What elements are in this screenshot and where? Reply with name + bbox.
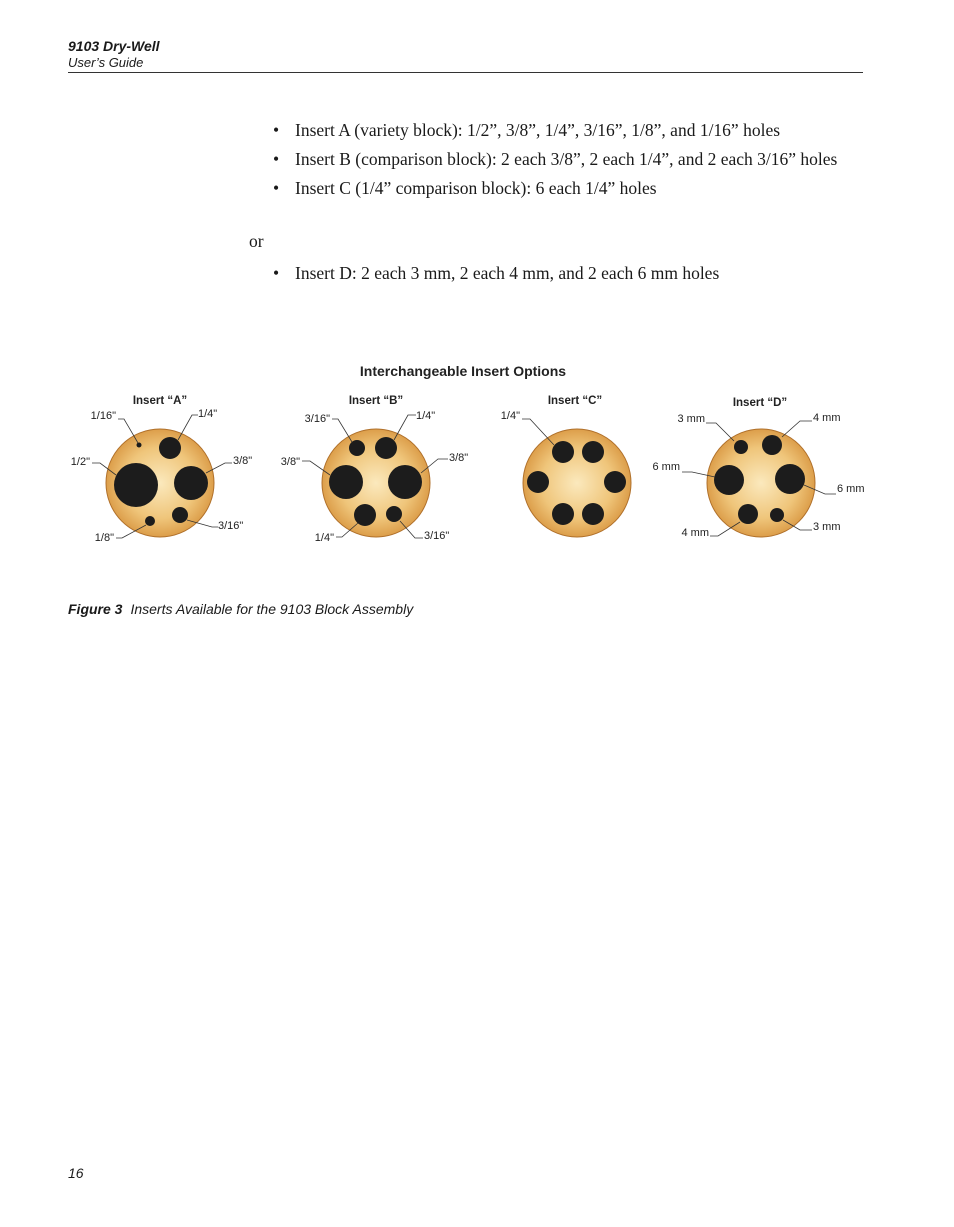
label-1-8: 1/8" bbox=[94, 532, 114, 544]
document-title: 9103 Dry-Well bbox=[68, 38, 160, 54]
label-3-16: 3/16" bbox=[218, 520, 244, 532]
hole bbox=[527, 471, 549, 493]
insert-a bbox=[71, 395, 252, 544]
label-3-16: 3/16" bbox=[304, 413, 330, 425]
hole bbox=[582, 441, 604, 463]
label-4-mm: 4 mm bbox=[813, 412, 841, 424]
hole bbox=[375, 437, 397, 459]
hole bbox=[354, 504, 376, 526]
hole bbox=[349, 440, 365, 456]
list-item: • Insert D: 2 each 3 mm, 2 each 4 mm, and 2 each 6 mm holes bbox=[273, 262, 853, 284]
figure-caption-text: Inserts Available for the 9103 Block Assembly bbox=[130, 601, 414, 617]
hole bbox=[552, 441, 574, 463]
label-1-4: 1/4" bbox=[314, 532, 334, 544]
insert-list-abc bbox=[273, 119, 853, 206]
hole bbox=[114, 463, 158, 507]
label-6-mm: 6 mm bbox=[837, 483, 865, 495]
figure-title: Interchangeable Insert Options bbox=[359, 363, 567, 379]
hole bbox=[386, 506, 402, 522]
label-3-8: 3/8" bbox=[233, 455, 253, 467]
hole bbox=[137, 443, 142, 448]
hole bbox=[775, 464, 805, 494]
insert-b bbox=[281, 395, 468, 544]
document-subtitle: User’s Guide bbox=[68, 55, 144, 70]
label-3-mm: 3 mm bbox=[813, 521, 841, 533]
label-1-4: 1/4" bbox=[500, 410, 520, 422]
hole bbox=[770, 508, 784, 522]
list-item: • Insert C (1/4” comparison block): 6 each 1/4” holes bbox=[273, 177, 853, 199]
label-3-8: 3/8" bbox=[449, 452, 469, 464]
insert-c-title: Insert “C” bbox=[547, 395, 603, 407]
label-4-mm: 4 mm bbox=[681, 527, 709, 539]
label-1-4: 1/4" bbox=[416, 410, 436, 422]
hole bbox=[604, 471, 626, 493]
insert-options-figure bbox=[60, 355, 880, 560]
hole bbox=[145, 516, 155, 526]
insert-a-title: Insert “A” bbox=[132, 395, 188, 407]
hole bbox=[552, 503, 574, 525]
hole bbox=[734, 440, 748, 454]
page-number: 16 bbox=[68, 1165, 84, 1181]
hole bbox=[582, 503, 604, 525]
hole bbox=[174, 466, 208, 500]
label-3-8: 3/8" bbox=[280, 456, 300, 468]
figure-number: Figure 3 bbox=[68, 601, 123, 617]
hole bbox=[738, 504, 758, 524]
list-item: • Insert B (comparison block): 2 each 3/8”, 2 each 1/4”, and 2 each 3/16” holes bbox=[273, 148, 853, 170]
insert-c bbox=[501, 395, 631, 537]
label-1-2: 1/2" bbox=[70, 456, 90, 468]
list-item: • Insert A (variety block): 1/2”, 3/8”, 1/4”, 3/16”, 1/8”, and 1/16” holes bbox=[273, 119, 853, 141]
hole bbox=[388, 465, 422, 499]
figure-caption bbox=[68, 601, 413, 617]
hole bbox=[172, 507, 188, 523]
label-1-4: 1/4" bbox=[198, 408, 218, 420]
page-header bbox=[68, 38, 863, 73]
insert-d bbox=[653, 397, 865, 539]
insert-b-title: Insert “B” bbox=[348, 395, 404, 407]
or-text: or bbox=[249, 231, 264, 251]
hole bbox=[714, 465, 744, 495]
insert-d-title: Insert “D” bbox=[732, 397, 788, 409]
label-3-mm: 3 mm bbox=[677, 413, 705, 425]
hole bbox=[159, 437, 181, 459]
hole bbox=[762, 435, 782, 455]
label-6-mm: 6 mm bbox=[652, 461, 680, 473]
insert-list-d bbox=[273, 262, 853, 291]
hole bbox=[329, 465, 363, 499]
label-3-16: 3/16" bbox=[424, 530, 450, 542]
label-1-16: 1/16" bbox=[90, 410, 116, 422]
